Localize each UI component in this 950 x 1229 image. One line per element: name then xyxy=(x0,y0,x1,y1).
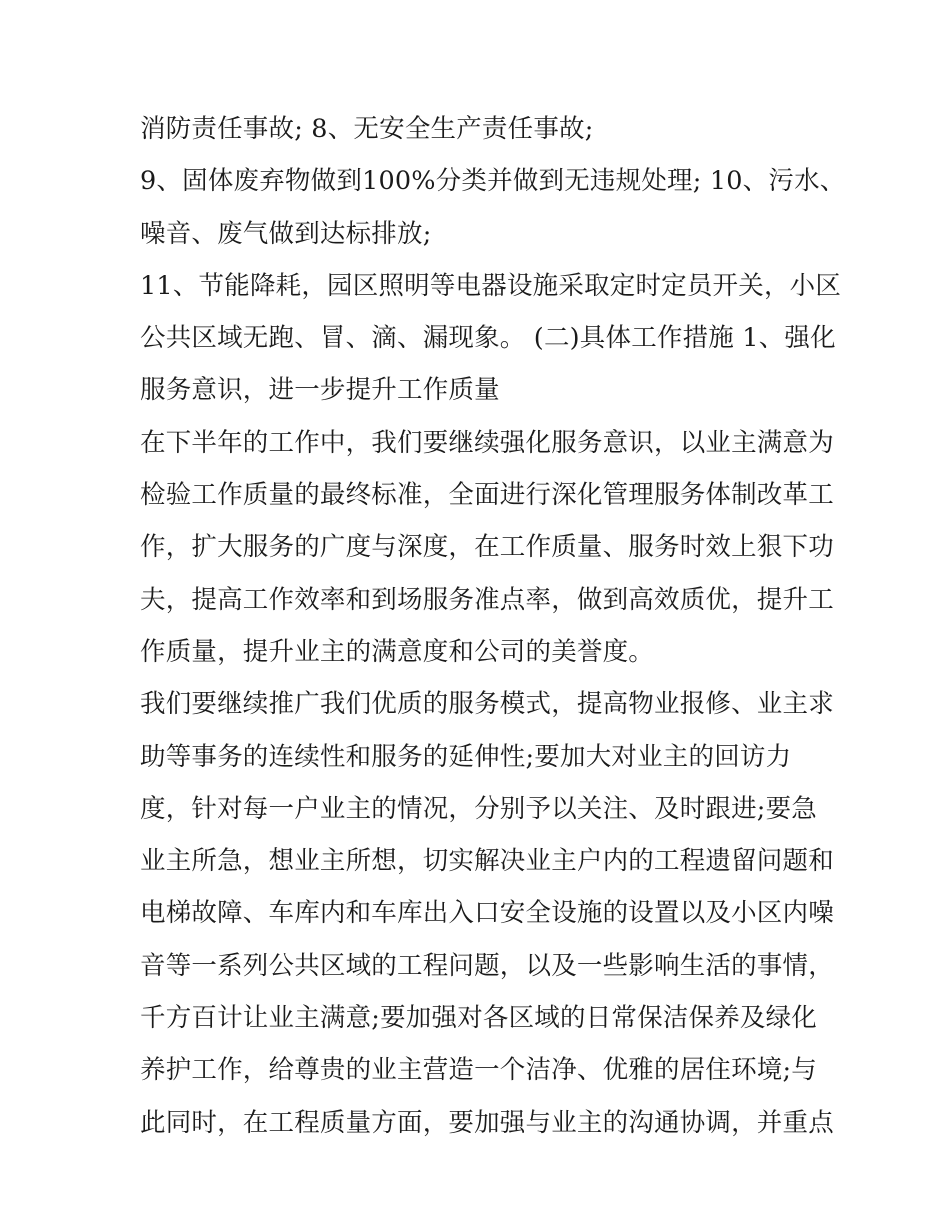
text-line: 作质量，提升业主的满意度和公司的美誉度。 xyxy=(140,636,655,667)
text-line: 9、固体废弃物做到100%分类并做到无违规处理; 10、污水、 xyxy=(140,166,846,197)
text-line: 我们要继续推广我们优质的服务模式，提高物业报修、业主求 xyxy=(140,689,834,720)
text-line: 夫，提高工作效率和到场服务准点率，做到高效质优，提升工 xyxy=(140,584,834,615)
text-line: 业主所急，想业主所想，切实解决业主户内的工程遗留问题和 xyxy=(140,846,834,877)
text-line: 消防责任事故; 8、无安全生产责任事故; xyxy=(140,114,594,144)
text-line: 检验工作质量的最终标准，全面进行深化管理服务体制改革工 xyxy=(140,480,834,511)
text-line: 作，扩大服务的广度与深度，在工作质量、服务时效上狠下功 xyxy=(140,532,834,563)
text-line: 噪音、废气做到达标排放; xyxy=(140,218,432,249)
text-line: 电梯故障、车库内和车库出入口安全设施的设置以及小区内噪 xyxy=(140,898,834,929)
text-line: 音等一系列公共区域的工程问题，以及一些影响生活的事情， xyxy=(140,950,834,981)
body-text xyxy=(140,103,846,1149)
text-line: 此同时，在工程质量方面，要加强与业主的沟通协调，并重点 xyxy=(140,1107,834,1138)
text-line: 助等事务的连续性和服务的延伸性;要加大对业主的回访力 xyxy=(140,741,792,772)
text-line: 服务意识，进一步提升工作质量 xyxy=(140,375,500,406)
text-line: 养护工作，给尊贵的业主营造一个洁净、优雅的居住环境;与 xyxy=(140,1055,817,1086)
text-line: 千方百计让业主满意;要加强对各区域的日常保洁保养及绿化 xyxy=(140,1003,817,1034)
text-line: 在下半年的工作中，我们要继续强化服务意识，以业主满意为 xyxy=(140,427,834,458)
text-line: 公共区域无跑、冒、滴、漏现象。 (二)具体工作措施 1、强化 xyxy=(140,323,836,354)
text-line: 11、节能降耗，园区照明等电器设施采取定时定员开关，小区 xyxy=(140,270,842,301)
text-line: 度，针对每一户业主的情况，分别予以关注、及时跟进;要急 xyxy=(140,793,817,824)
